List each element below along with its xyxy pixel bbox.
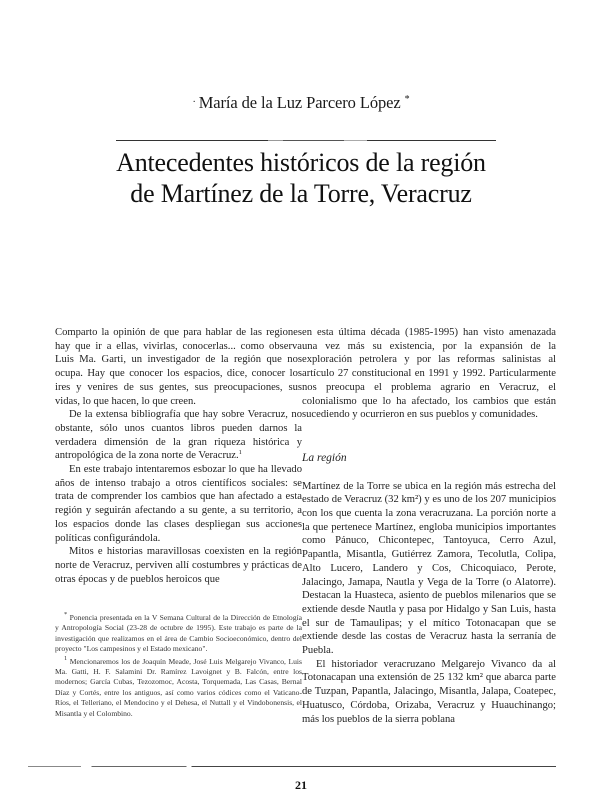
- footnote-mark: 1: [64, 654, 68, 662]
- body-paragraph: Comparto la opinión de que para hablar de las regiones hay que ir a ellas, vivirlas, conocerlas... como observa Luis Ma. Garti, un investigador de la región que nos ocupa. Hay que conocer los espacios, dice, conocer los ires y venires de sus gentes, sus preocupaciones, sus vidas, lo que hacen, lo que creen.: [55, 327, 302, 407]
- footnotes: [55, 613, 302, 719]
- page-number: 21: [295, 778, 307, 792]
- paragraph-text: De la extensa bibliografía que hay sobre Veracruz, no obstante, sólo unos cuantos libros pueden darnos la verdadera dimensión de la gran riqueza histórica y antropológica de la zona norte de Veracruz.: [55, 409, 302, 462]
- title-line-1: Antecedentes históricos de la región: [116, 148, 486, 177]
- section-heading: La región: [302, 451, 347, 464]
- footnote-mark: *: [64, 611, 68, 618]
- footnote: [55, 654, 302, 719]
- author-footnote-mark: *: [404, 94, 410, 105]
- footnote: [55, 613, 302, 655]
- footnote-text: Mencionaremos los de Joaquín Meade, José Luis Melgarejo Vivanco, Luis Ma. Gatti, H. F. Salamini Dr. Ramírez Lavoignet y B. Falcón, entre los modernos; García Cubas, Tezozomoc, Acosta, Torquemada, Las Casas, Bernal Díaz y Cortés, entre los antiguos, así como varios códices como el Vaticano-Ríos, el Telleriano, el Mendocino y el Dehesa, el Nuttall y el Vindobonensis, el Misantla y el Colombino.: [55, 656, 302, 718]
- title-line-2: de Martínez de la Torre, Veracruz: [130, 179, 472, 208]
- author-lead-mark: ·: [192, 97, 196, 108]
- right-column: [302, 326, 556, 726]
- footnote-ref[interactable]: 1: [238, 449, 242, 457]
- header-rule: [116, 140, 496, 141]
- body-paragraph: [55, 408, 302, 463]
- body-paragraph: en esta última década (1985-1995) han visto amenazada una vez más su existencia, por la expansión de la exploración petrolera y por las reformas salinistas al artículo 27 constitucional en 1991 y 1992. Particularmente nos preocupa el problema agrario en Veracruz, el colonialismo que lo ha afectado, los cambios que están sucediendo y ocurrieron en sus pueblos y comunidades.: [302, 327, 556, 421]
- left-column: [55, 326, 302, 586]
- body-paragraph: El historiador veracruzano Melgarejo Vivanco da al Totonacapan una extensión de 25 132 km² que abarca parte de Tuzpan, Papantla, Jalacingo, Misantla, Jalapa, Coatepec, Huatusco, Córdoba, Orizaba, Veracruz y Huauchinango; más los pueblos de la sierra poblana: [302, 658, 556, 725]
- article-title: [0, 147, 602, 209]
- body-paragraph: Martínez de la Torre se ubica en la región más estrecha del estado de Veracruz (32 km²) y es uno de los 207 municipios con los que cuenta la zona veracruzana. La porción norte a la que pertenece Martínez, engloba municipios importantes como Pánuco, Chicontepec, Tantoyuca, Cerro Azul, Papantla, Misantla, Gutiérrez Zamora, Tecolutla, Colipa, Alto Lucero, Landero y Cos, Chicoquiaco, Perote, Jalacingo, Jamapa, Nautla y Vega de la Torre (o Alatorre). Destacan la Huasteca, asiento de pueblos milenarios que se extiende desde Nautla y pasa por Hidalgo y San Luis, hasta el sur de Tamaulipas; y el mítico Totonacapan que se extiende desde las costas de Veracruz hasta la serranía de Puebla.: [302, 480, 556, 657]
- footnote-text: Ponencia presentada en la V Semana Cultural de la Dirección de Etnología y Antropología Social (23-28 de octubre de 1995). Este trabajo es parte de la investigación que realizamos en el área de Cambio Socioeconómico, dentro del proyecto "Los campesinos y el Estado mexicano".: [55, 613, 302, 654]
- author-byline: [0, 93, 602, 113]
- body-paragraph: Mitos e historias maravillosas coexisten en la región norte de Veracruz, perviven allí costumbres y prácticas de otras épocas y de pueblos heroicos que: [55, 546, 302, 585]
- body-paragraph: En este trabajo intentaremos esbozar lo que ha llevado años de intenso trabajo a otros científicos sociales: se trata de comprender los cambios que han afectado a esta región y seguirán afectando a su gente, a su territorio, a los espacios donde las clases despliegan sus acciones políticas configurándola.: [55, 464, 302, 544]
- author-name: María de la Luz Parcero López: [198, 93, 401, 112]
- footer-rule: [28, 766, 556, 767]
